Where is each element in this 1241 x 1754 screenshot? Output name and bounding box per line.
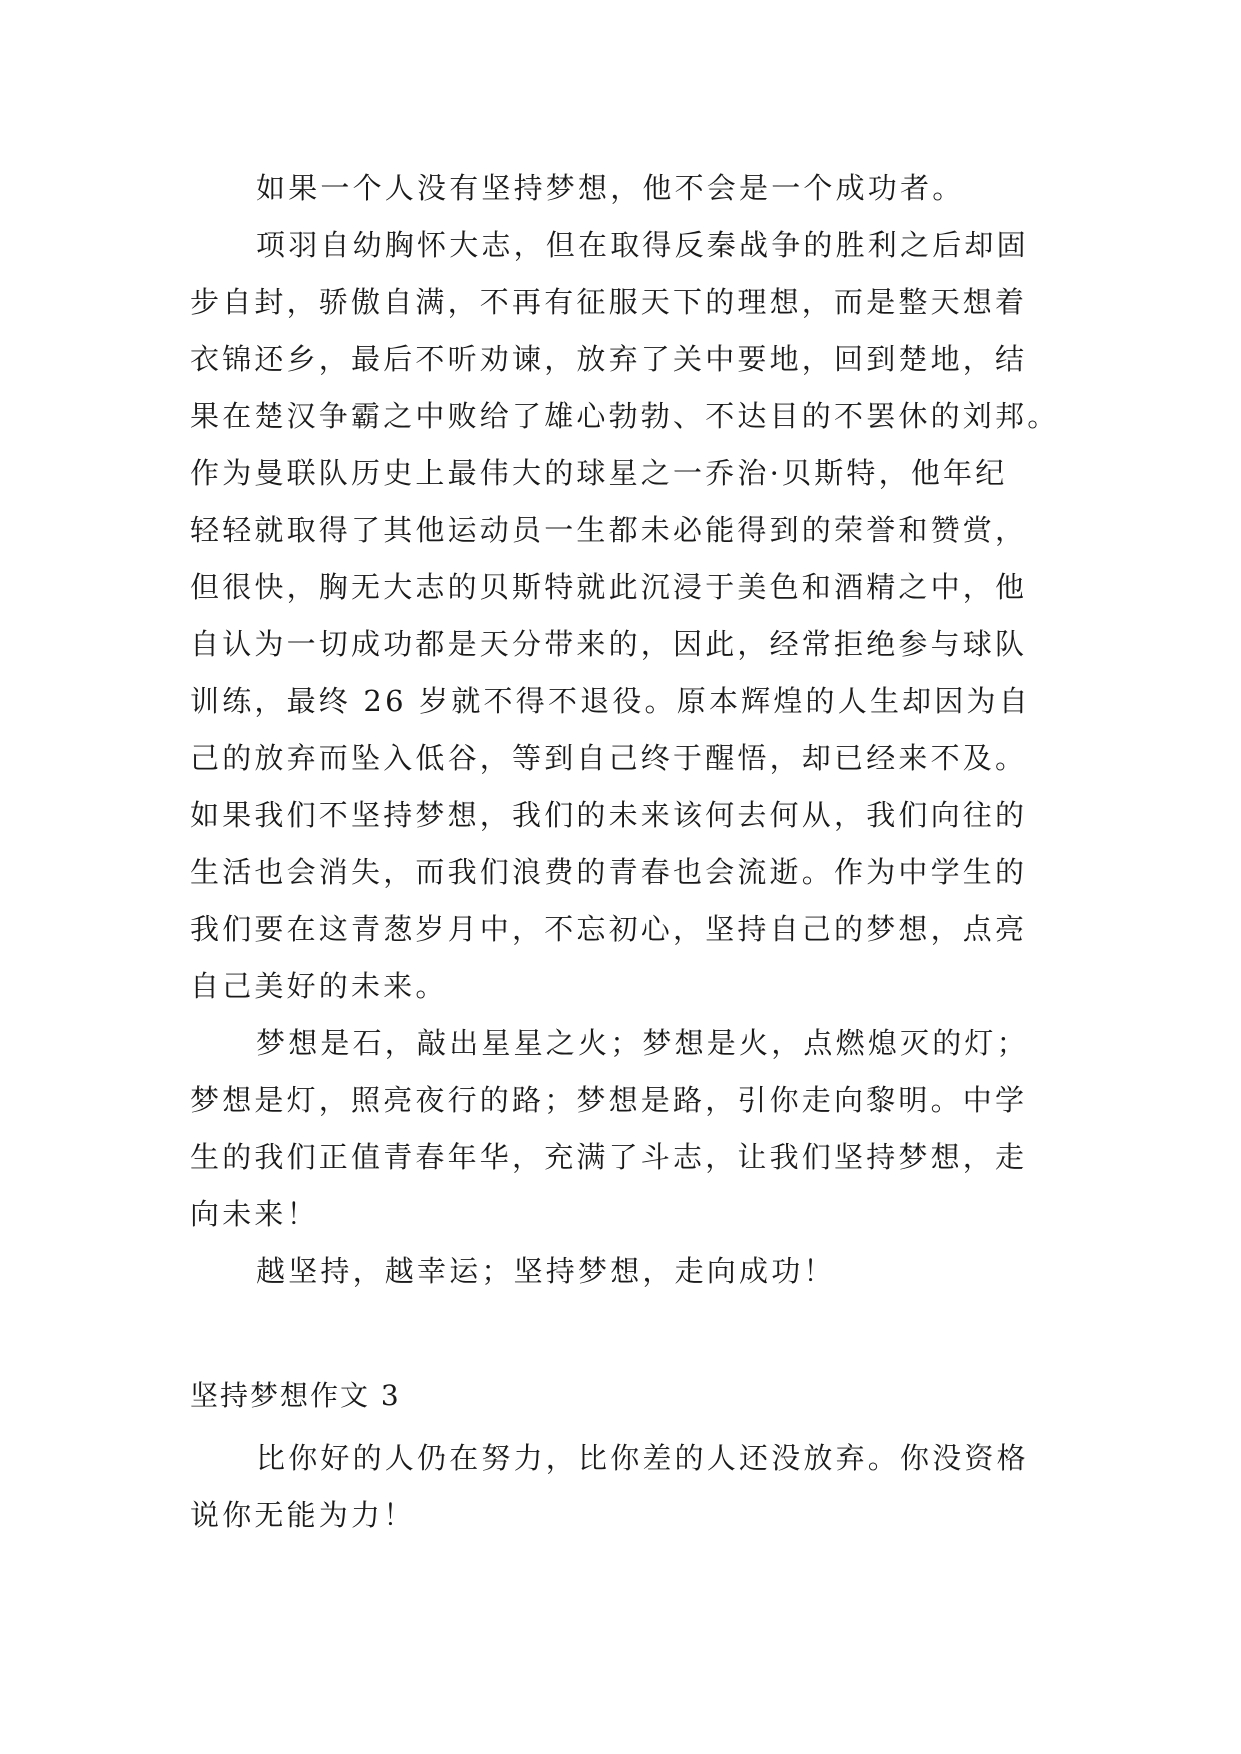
- paragraph-2-line-6: 轻轻就取得了其他运动员一生都未必能得到的荣誉和赞赏，: [190, 513, 1028, 547]
- paragraph-2-line-1: 项羽自幼胸怀大志，但在取得反秦战争的胜利之后却固: [256, 228, 1029, 262]
- paragraph-2-line-5: 作为曼联队历史上最伟大的球星之一乔治·贝斯特，他年纪: [190, 456, 1008, 490]
- section-paragraph-1-line-1: 比你好的人仍在努力，比你差的人还没放弃。你没资格: [256, 1441, 1029, 1475]
- paragraph-3-line-4: 向未来！: [190, 1197, 319, 1231]
- paragraph-3-line-3: 生的我们正值青春年华，充满了斗志，让我们坚持梦想，走: [190, 1140, 1028, 1174]
- paragraph-3-line-1: 梦想是石，敲出星星之火；梦想是火，点燃熄灭的灯；: [256, 1026, 1029, 1060]
- paragraph-2-line-14: 自己美好的未来。: [190, 969, 448, 1003]
- paragraph-2-line-12: 生活也会消失，而我们浪费的青春也会流逝。作为中学生的: [190, 855, 1028, 889]
- paragraph-2-line-11: 如果我们不坚持梦想，我们的未来该何去何从，我们向往的: [190, 798, 1028, 832]
- paragraph-2-line-7: 但很快，胸无大志的贝斯特就此沉浸于美色和酒精之中，他: [190, 570, 1028, 604]
- paragraph-2-line-4: 果在楚汉争霸之中败给了雄心勃勃、不达目的不罢休的刘邦。: [190, 399, 1060, 433]
- paragraph-2-line-2: 步自封，骄傲自满，不再有征服天下的理想，而是整天想着: [190, 285, 1028, 319]
- section-heading: 坚持梦想作文 3: [190, 1379, 401, 1412]
- paragraph-2-line-3: 衣锦还乡，最后不听劝谏，放弃了关中要地，回到楚地，结: [190, 342, 1028, 376]
- paragraph-2-line-10: 己的放弃而坠入低谷，等到自己终于醒悟，却已经来不及。: [190, 741, 1028, 775]
- paragraph-3-line-2: 梦想是灯，照亮夜行的路；梦想是路，引你走向黎明。中学: [190, 1083, 1028, 1117]
- paragraph-2-line-9: 训练，最终 26 岁就不得不退役。原本辉煌的人生却因为自: [190, 684, 1031, 718]
- paragraph-2-line-13: 我们要在这青葱岁月中，不忘初心，坚持自己的梦想，点亮: [190, 912, 1028, 946]
- paragraph-1-line-1: 如果一个人没有坚持梦想，他不会是一个成功者。: [256, 171, 965, 205]
- section-paragraph-1-line-2: 说你无能为力！: [190, 1498, 416, 1532]
- paragraph-4-line-1: 越坚持，越幸运；坚持梦想，走向成功！: [256, 1254, 836, 1288]
- paragraph-2-line-8: 自认为一切成功都是天分带来的，因此，经常拒绝参与球队: [190, 627, 1028, 661]
